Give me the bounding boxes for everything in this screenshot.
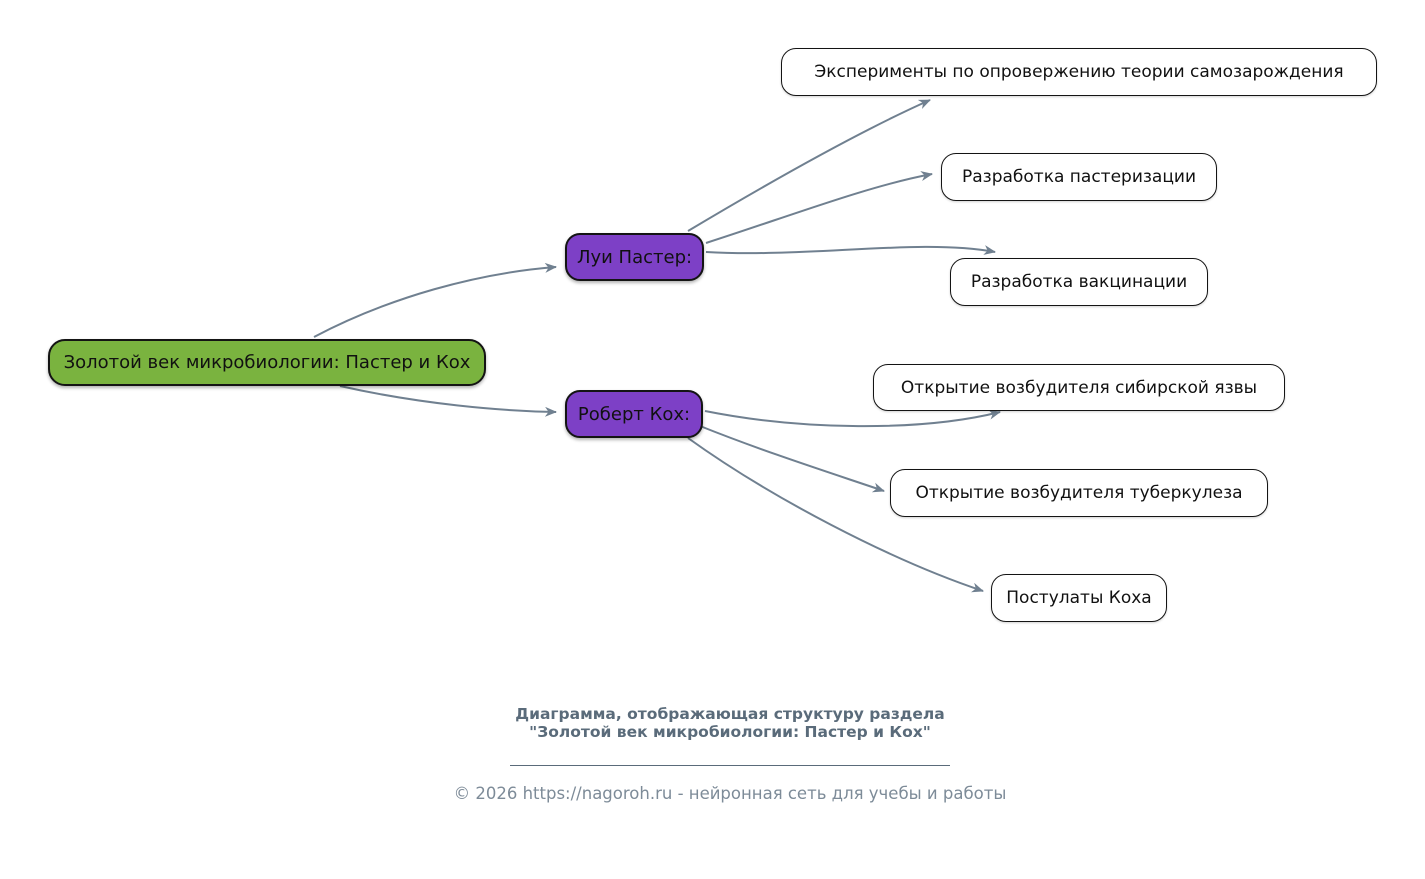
leaf-node-vaccination: Разработка вакцинации bbox=[950, 258, 1208, 306]
edge-pasteur-pasteurization bbox=[706, 174, 932, 243]
diagram-caption bbox=[0, 705, 1425, 766]
root-node-golden-age: Золотой век микробиологии: Пастер и Кох bbox=[48, 339, 486, 386]
edge-root-pasteur bbox=[314, 267, 556, 337]
leaf-node-experiments-spontaneous-generation: Эксперименты по опровержению теории самозарождения bbox=[781, 48, 1377, 96]
caption-line-1: Диаграмма, отображающая структуру раздела bbox=[515, 705, 945, 723]
branch-node-pasteur: Луи Пастер: bbox=[565, 233, 704, 281]
leaf-node-tuberculosis-discovery: Открытие возбудителя туберкулеза bbox=[890, 469, 1268, 517]
leaf-node-anthrax-discovery: Открытие возбудителя сибирской язвы bbox=[873, 364, 1285, 411]
edge-koch-tuberculosis bbox=[700, 426, 884, 491]
leaf-node-pasteurization: Разработка пастеризации bbox=[941, 153, 1217, 201]
branch-node-koch: Роберт Кох: bbox=[565, 390, 703, 438]
edge-pasteur-experiments bbox=[688, 100, 930, 231]
edge-koch-anthrax bbox=[705, 411, 1000, 426]
caption-divider bbox=[510, 765, 950, 766]
leaf-node-koch-postulates: Постулаты Коха bbox=[991, 574, 1167, 622]
edge-pasteur-vaccination bbox=[706, 247, 995, 253]
edge-root-koch bbox=[340, 386, 556, 412]
caption-line-2: "Золотой век микробиологии: Пастер и Кох" bbox=[529, 723, 931, 741]
footer-copyright: © 2026 https://nagoroh.ru - нейронная сеть для учебы и работы bbox=[453, 784, 1007, 803]
